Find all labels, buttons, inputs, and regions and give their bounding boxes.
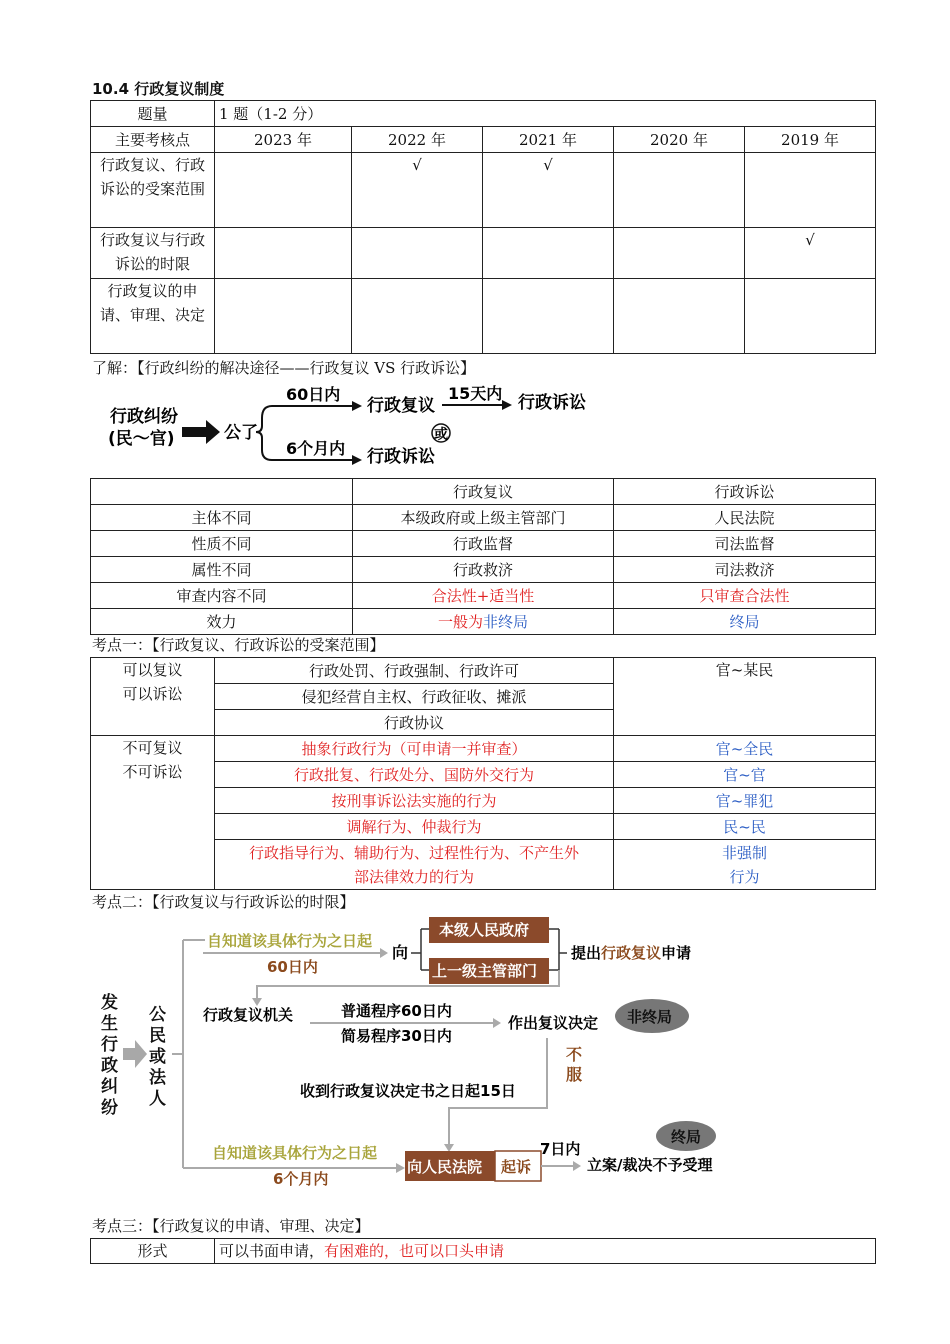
scope-parties: 官~某民 xyxy=(614,658,876,736)
vchar: 纷 xyxy=(101,1098,118,1118)
cell xyxy=(614,279,745,354)
cannot-sue: 不可诉讼 xyxy=(122,763,183,781)
exam-frequency-table xyxy=(90,100,876,354)
result-label: 立案/裁决不予受理 xyxy=(587,1156,713,1174)
apply-pre: 提出 xyxy=(571,944,602,962)
cell xyxy=(215,279,352,354)
compare-row-label: 效力 xyxy=(91,609,353,635)
cell xyxy=(215,153,352,228)
can-review: 可以复议 xyxy=(122,661,183,679)
arrow-head-icon xyxy=(396,1163,405,1173)
vchar: 政 xyxy=(101,1056,118,1076)
scope-parties: 官~全民 xyxy=(614,736,876,762)
cell xyxy=(614,153,745,228)
vchar: 法 xyxy=(149,1068,166,1088)
compare-row-label: 属性不同 xyxy=(91,557,353,583)
compare-cell: 行政救济 xyxy=(353,557,614,583)
form-text-a: 可以书面申请， xyxy=(219,1242,325,1260)
header-2022: 2022 年 xyxy=(352,127,483,153)
effect-general: 一般为 xyxy=(437,612,483,631)
arrow-head-icon xyxy=(573,1161,581,1171)
scope-table xyxy=(90,657,876,890)
scope-item: 调解行为、仲裁行为 xyxy=(215,814,614,840)
dept-label: 上一级主管部门 xyxy=(432,962,538,980)
compare-row-label: 审查内容不同 xyxy=(91,583,353,609)
gongle-label: 公了 xyxy=(224,423,258,443)
scope-item: 侵犯经营自主权、行政征收、摊派 xyxy=(215,684,614,710)
scope-parties: 民~民 xyxy=(614,814,876,840)
scope-item: 行政处罚、行政强制、行政许可 xyxy=(215,658,614,684)
time-limit-diagram xyxy=(95,912,755,1210)
cell xyxy=(745,153,876,228)
arrow-head-icon xyxy=(352,455,362,465)
days-60-label: 60日内 xyxy=(286,385,341,404)
check-mark: √ xyxy=(745,228,876,279)
vchar: 人 xyxy=(149,1089,166,1109)
header-topic: 主要考核点 xyxy=(91,127,215,153)
form-text-b: 有困难的，也可以口头申请 xyxy=(324,1242,505,1260)
scope-item-line: 行政指导行为、辅助行为、过程性行为、不产生外 xyxy=(248,843,579,862)
thick-arrow-icon xyxy=(182,420,220,444)
scope-item: 行政批复、行政处分、国防外交行为 xyxy=(215,762,614,788)
exam-count-label: 题量 xyxy=(91,101,215,127)
point2-title: 考点二：【行政复议与行政诉讼的时限】 xyxy=(92,893,355,911)
days-15-label: 15天内 xyxy=(448,384,503,403)
compare-row-label: 性质不同 xyxy=(91,531,353,557)
simple-procedure: 简易程序30日内 xyxy=(341,1027,452,1045)
form-value xyxy=(215,1239,876,1264)
point3-title: 考点三：【行政复议的申请、审理、决定】 xyxy=(92,1217,370,1235)
arrow-head-icon xyxy=(493,1018,501,1028)
dispute-resolution-diagram xyxy=(100,378,620,470)
know-date-bottom: 自知道该具体行为之日起 xyxy=(212,1144,378,1162)
apply-post: 申请 xyxy=(661,944,692,962)
cell xyxy=(483,279,614,354)
check-mark: √ xyxy=(483,153,614,228)
cell xyxy=(483,228,614,279)
compare-cell: 人民法院 xyxy=(614,505,876,531)
or-label: 或 xyxy=(434,427,448,443)
compare-header-litigation: 行政诉讼 xyxy=(614,479,876,505)
scope-item: 按刑事诉讼法实施的行为 xyxy=(215,788,614,814)
not-accept-1: 不 xyxy=(566,1045,583,1064)
litigation-bottom-label: 行政诉讼 xyxy=(367,447,435,467)
dispute-label: 行政纠纷 xyxy=(110,407,178,427)
topic-time-limit: 行政复议与行政诉讼的时限 xyxy=(91,228,215,279)
topic-scope: 行政复议、行政诉讼的受案范围 xyxy=(91,153,215,228)
scope-item xyxy=(215,840,614,890)
dispute-parties: (民～官) xyxy=(108,429,175,449)
scope-parties: 官~罪犯 xyxy=(614,788,876,814)
gov-label: 本级人民政府 xyxy=(439,921,530,939)
vchar: 民 xyxy=(149,1026,166,1046)
header-2021: 2021 年 xyxy=(483,127,614,153)
scope-parties: 官~官 xyxy=(614,762,876,788)
compare-cell xyxy=(353,609,614,635)
vchar: 或 xyxy=(149,1047,166,1067)
form-table xyxy=(90,1238,876,1264)
days-60-label: 60日内 xyxy=(267,958,318,976)
understand-title: 了解：【行政纠纷的解决途径——行政复议 VS 行政诉讼】 xyxy=(92,359,476,377)
arrow-head-icon xyxy=(444,1144,454,1152)
effect-non-final: 非终局 xyxy=(483,612,529,631)
months-6-label: 6个月内 xyxy=(286,439,346,458)
arrow-head-icon xyxy=(502,400,512,410)
arrow-head-icon xyxy=(252,998,262,1006)
sue-label: 起诉 xyxy=(501,1158,532,1176)
court-label: 向人民法院 xyxy=(407,1158,483,1176)
apply-text xyxy=(571,944,691,962)
reconsideration-label: 行政复议 xyxy=(367,396,435,416)
brace-icon xyxy=(256,406,272,460)
vchar: 生 xyxy=(101,1014,118,1034)
compare-table xyxy=(90,478,876,635)
can-review-cell xyxy=(91,658,215,736)
know-date-top: 自知道该具体行为之日起 xyxy=(207,932,373,950)
header-2020: 2020 年 xyxy=(614,127,745,153)
form-label: 形式 xyxy=(91,1239,215,1264)
cell xyxy=(352,228,483,279)
scope-parties xyxy=(614,840,876,890)
scope-parties-line: 行为 xyxy=(729,867,760,886)
cell xyxy=(352,279,483,354)
check-mark: √ xyxy=(352,153,483,228)
compare-cell: 合法性+适当性 xyxy=(353,583,614,609)
cannot-review-cell xyxy=(91,736,215,890)
cannot-review: 不可复议 xyxy=(122,739,183,757)
decision-label: 作出复议决定 xyxy=(508,1014,599,1032)
vchar: 公 xyxy=(149,1005,166,1025)
compare-header-reconsideration: 行政复议 xyxy=(353,479,614,505)
scope-parties-line: 非强制 xyxy=(721,843,767,862)
compare-row-label: 主体不同 xyxy=(91,505,353,531)
scope-item: 抽象行政行为（可申请一并审查） xyxy=(215,736,614,762)
section-title: 10.4 行政复议制度 xyxy=(92,80,225,98)
point1-title: 考点一：【行政复议、行政诉讼的受案范围】 xyxy=(92,636,385,654)
grey-arrow-icon xyxy=(123,1040,147,1068)
to-label: 向 xyxy=(392,943,409,962)
scope-item: 行政协议 xyxy=(215,710,614,736)
can-sue: 可以诉讼 xyxy=(122,685,183,703)
litigation-top-label: 行政诉讼 xyxy=(518,393,586,413)
scope-item-line: 部法律效力的行为 xyxy=(353,867,474,886)
vchar: 纠 xyxy=(101,1077,118,1097)
vchar: 行 xyxy=(101,1035,118,1055)
arrow-head-icon xyxy=(380,948,388,958)
compare-cell: 行政监督 xyxy=(353,531,614,557)
header-2019: 2019 年 xyxy=(745,127,876,153)
arrow-head-icon xyxy=(352,401,362,411)
topic-procedure: 行政复议的申请、审理、决定 xyxy=(91,279,215,354)
exam-count-value: 1 题（1-2 分） xyxy=(215,101,876,127)
apply-mid: 行政复议 xyxy=(601,944,662,962)
cell xyxy=(614,228,745,279)
final-label: 终局 xyxy=(671,1128,702,1146)
compare-header-empty xyxy=(91,479,353,505)
receive-label: 收到行政复议决定书之日起15日 xyxy=(300,1082,516,1100)
effect-final: 终局 xyxy=(614,609,876,635)
days-7-label: 7日内 xyxy=(540,1140,581,1158)
cell xyxy=(745,279,876,354)
cell xyxy=(215,228,352,279)
header-2023: 2023 年 xyxy=(215,127,352,153)
compare-cell: 司法监督 xyxy=(614,531,876,557)
compare-cell: 司法救济 xyxy=(614,557,876,583)
months-6-label: 6个月内 xyxy=(273,1170,329,1188)
vchar: 发 xyxy=(101,993,118,1013)
organ-label: 行政复议机关 xyxy=(203,1006,294,1024)
non-final-label: 非终局 xyxy=(627,1008,673,1026)
normal-procedure: 普通程序60日内 xyxy=(341,1002,452,1020)
not-accept-2: 服 xyxy=(566,1065,583,1084)
compare-cell: 只审查合法性 xyxy=(614,583,876,609)
compare-cell: 本级政府或上级主管部门 xyxy=(353,505,614,531)
